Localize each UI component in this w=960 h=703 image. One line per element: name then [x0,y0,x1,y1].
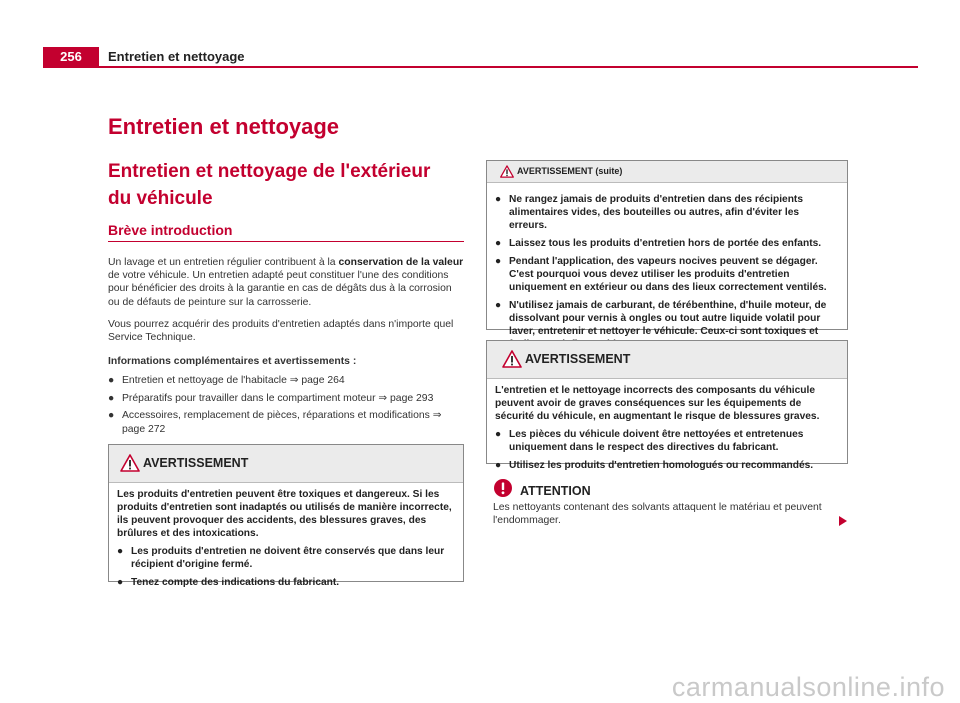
warning-continued-body [487,183,847,351]
warning-item [495,459,839,472]
warning-triangle-icon [502,350,522,368]
bullet: ● [108,375,115,386]
warning-continued-box [486,160,848,337]
warning-item-text: Pendant l'application, des vapeurs nocives peuvent se dégager. C'est pourquoi vous devez utiliser les produits d'entretien uniquement en extérieur ou dans des lieux correctement ventilés. [509,256,827,293]
service-paragraph: Vous pourrez acquérir des produits d'entretien adaptés dans n'importe quel Service Technique. [108,319,454,344]
warning-continued-header [487,161,847,183]
bullet: ● [108,410,115,422]
intro-paragraph [108,256,464,309]
warning-triangle-icon [500,165,514,178]
section-title: Entretien et nettoyage de l'extérieur du véhicule [108,161,431,209]
running-title: Entretien et nettoyage [108,49,245,64]
warning-label: AVERTISSEMENT [525,352,631,366]
intro-text-start: Un lavage et un entretien régulier contribuent à la [108,257,339,268]
warning-item-text: Ne rangez jamais de produits d'entretien dans des récipients alimentaires vides, des bouteilles ou autres, afin d'éviter les erreurs. [509,194,803,231]
bullet: ● [117,546,124,557]
info-list [108,374,464,440]
warning-item [495,237,839,250]
header-rule [43,66,918,68]
warning-box [486,340,848,471]
warning-item [495,428,839,454]
warning-continued-label: AVERTISSEMENT (suite) [517,166,623,176]
warning-box-header [487,341,847,379]
list-item-text[interactable]: Entretien et nettoyage de l'habitacle ⇒ page 264 [122,375,345,386]
bullet: ● [108,392,115,404]
bullet: ● [495,238,502,249]
chapter-title: Entretien et nettoyage [108,114,340,139]
subsection-rule [108,241,464,242]
warning-item-text: Utilisez les produits d'entretien homologués ou recommandés. [509,460,814,471]
bullet: ● [117,577,124,588]
warning-triangle-icon [120,454,140,472]
warning-item [117,545,455,571]
warning-item-text: Les produits d'entretien ne doivent être conservés que dans leur récipient d'origine fermé. [131,546,445,570]
warning-item [495,193,839,232]
list-item [108,392,464,405]
warning-paragraph: L'entretien et le nettoyage incorrects des composants du véhicule peuvent avoir de graves conséquences sur les équipements de sécurité du véhicule, en augmentant le risque de blessures graves. [495,385,820,422]
attention-text: Les nettoyants contenant des solvants attaquent le matériau et peuvent l'endommager. [493,502,822,527]
warning-box [108,444,464,588]
intro-text-bold: conservation de la valeur [338,257,464,268]
bullet: ● [495,460,502,471]
warning-item-text: Tenez compte des indications du fabricant. [131,577,340,588]
warning-item-text: N'utilisez jamais de carburant, de térébenthine, d'huile moteur, de dissolvant pour vernis à ongles ou tout autre liquide volatil pour laver, entretenir et nettoyer le véhicule. Ceux-ci sont toxiques et [509,300,827,337]
continue-arrow-icon [838,515,848,527]
warning-item [117,576,455,589]
watermark: carmanualsonline.info [671,672,945,702]
warning-body [487,379,847,472]
warning-box-header [109,445,463,483]
bullet: ● [495,300,502,311]
bullet: ● [495,194,502,205]
attention-circle-icon [493,478,513,498]
bullet: ● [495,429,502,440]
subsection-title: Brève introduction [108,222,233,238]
bullet: ● [495,256,502,267]
list-item-text[interactable]: Préparatifs pour travailler dans le compartiment moteur ⇒ page 293 [122,392,434,404]
page-number: 256 [43,47,99,66]
info-title: Informations complémentaires et avertissements : [108,356,357,367]
warning-item-text: Laissez tous les produits d'entretien hors de portée des enfants. [509,238,822,249]
warning-body [109,483,463,589]
list-item-text[interactable]: Accessoires, remplacement de pièces, réparations et modifications ⇒ page 272 [122,410,442,435]
warning-paragraph: Les produits d'entretien peuvent être toxiques et dangereux. Si les produits d'entretien sont inadaptés ou utilisés de manière incorrecte, ils peuvent provoquer des accidents, des blessures graves, des brûlures et des intoxications. [117,489,452,539]
attention-label: ATTENTION [520,484,591,498]
warning-item [495,255,839,294]
warning-label: AVERTISSEMENT [143,456,249,470]
list-item [108,374,464,387]
warning-item-text: Les pièces du véhicule doivent être nettoyées et entretenues uniquement dans le respect des directives du fabricant. [509,429,804,453]
list-item [108,409,464,435]
intro-text-end: de votre véhicule. Un entretien adapté peut constituer l'une des conditions pour bénéficier des droits à la garantie en cas de dégâts dus à la corrosion ou de défauts de peinture sur la carrosserie. [108,270,452,308]
